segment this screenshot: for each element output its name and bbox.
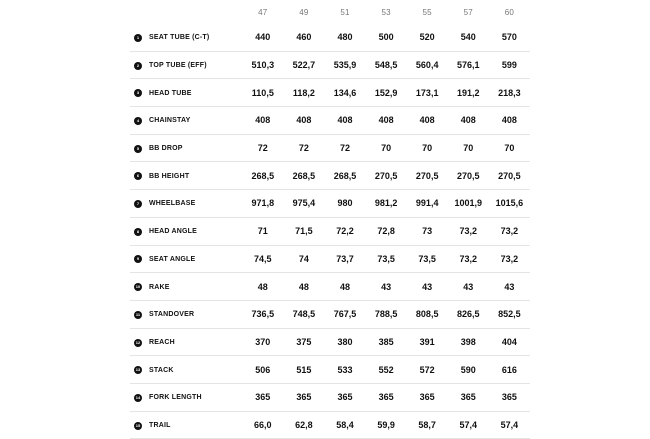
value-cell: 576,1 <box>448 51 489 79</box>
row-number-badge: 1 <box>134 34 142 42</box>
value-cell: 981,2 <box>366 190 407 218</box>
row-label-cell <box>130 134 242 162</box>
value-cell: 570 <box>489 24 530 51</box>
value-cell: 510,3 <box>242 51 283 79</box>
table-row <box>130 356 530 384</box>
value-cell: 515 <box>283 356 324 384</box>
row-number-badge: 2 <box>134 62 142 70</box>
value-cell: 788,5 <box>366 300 407 328</box>
value-cell: 540 <box>448 24 489 51</box>
table-row <box>130 51 530 79</box>
value-cell: 57,4 <box>448 411 489 439</box>
value-cell: 270,5 <box>489 162 530 190</box>
row-label-cell <box>130 245 242 273</box>
value-cell: 73,5 <box>407 245 448 273</box>
value-cell: 408 <box>283 107 324 135</box>
value-cell: 522,7 <box>283 51 324 79</box>
value-cell: 380 <box>324 328 365 356</box>
row-label-cell <box>130 24 242 51</box>
row-label-cell <box>130 273 242 301</box>
value-cell: 408 <box>448 107 489 135</box>
value-cell: 391 <box>407 328 448 356</box>
value-cell: 365 <box>407 383 448 411</box>
row-number-badge: 5 <box>134 145 142 153</box>
value-cell: 408 <box>324 107 365 135</box>
row-number-badge: 3 <box>134 89 142 97</box>
table-row <box>130 411 530 439</box>
value-cell: 270,5 <box>448 162 489 190</box>
value-cell: 74,5 <box>242 245 283 273</box>
table-row <box>130 217 530 245</box>
value-cell: 548,5 <box>366 51 407 79</box>
size-header: 53 <box>381 7 391 17</box>
value-cell: 71,5 <box>283 217 324 245</box>
value-cell: 70 <box>366 134 407 162</box>
row-number-badge: 13 <box>135 367 141 373</box>
value-cell: 560,4 <box>407 51 448 79</box>
value-cell: 991,4 <box>407 190 448 218</box>
value-cell: 1015,6 <box>489 190 530 218</box>
geometry-table-body <box>130 24 530 439</box>
value-cell: 826,5 <box>448 300 489 328</box>
row-number-badge: 9 <box>134 255 142 263</box>
value-cell: 72 <box>242 134 283 162</box>
value-cell: 736,5 <box>242 300 283 328</box>
value-cell: 59,9 <box>366 411 407 439</box>
value-cell: 72,8 <box>366 217 407 245</box>
row-label-cell <box>130 328 242 356</box>
value-cell: 152,9 <box>366 79 407 107</box>
value-cell: 73,2 <box>448 245 489 273</box>
value-cell: 767,5 <box>324 300 365 328</box>
row-number-badge: 8 <box>134 228 142 236</box>
row-label: BB HEIGHT <box>149 172 190 180</box>
value-cell: 58,4 <box>324 411 365 439</box>
value-cell: 852,5 <box>489 300 530 328</box>
value-cell: 404 <box>489 328 530 356</box>
value-cell: 134,6 <box>324 79 365 107</box>
row-label-cell <box>130 356 242 384</box>
row-number-badge: 14 <box>135 394 141 400</box>
value-cell: 1001,9 <box>448 190 489 218</box>
row-label: TRAIL <box>149 422 171 430</box>
value-cell: 72 <box>324 134 365 162</box>
value-cell: 375 <box>283 328 324 356</box>
table-row <box>130 24 530 51</box>
row-label-cell <box>130 300 242 328</box>
row-label-cell <box>130 217 242 245</box>
value-cell: 70 <box>448 134 489 162</box>
row-label: TOP TUBE (EFF) <box>149 62 207 70</box>
table-row <box>130 273 530 301</box>
value-cell: 173,1 <box>407 79 448 107</box>
value-cell: 73 <box>407 217 448 245</box>
value-cell: 506 <box>242 356 283 384</box>
row-label-cell <box>130 411 242 439</box>
value-cell: 118,2 <box>283 79 324 107</box>
value-cell: 57,4 <box>489 411 530 439</box>
value-cell: 48 <box>283 273 324 301</box>
value-cell: 980 <box>324 190 365 218</box>
row-label: SEAT TUBE (C-T) <box>149 34 210 42</box>
value-cell: 590 <box>448 356 489 384</box>
row-label: STACK <box>149 366 174 374</box>
value-cell: 191,2 <box>448 79 489 107</box>
row-label-cell <box>130 51 242 79</box>
value-cell: 408 <box>242 107 283 135</box>
value-cell: 71 <box>242 217 283 245</box>
value-cell: 365 <box>448 383 489 411</box>
value-cell: 73,5 <box>366 245 407 273</box>
row-label: HEAD TUBE <box>149 89 192 97</box>
size-header: 57 <box>463 7 473 17</box>
value-cell: 110,5 <box>242 79 283 107</box>
value-cell: 572 <box>407 356 448 384</box>
row-number-badge: 4 <box>134 117 142 125</box>
row-label: WHEELBASE <box>149 200 196 208</box>
value-cell: 616 <box>489 356 530 384</box>
value-cell: 72 <box>283 134 324 162</box>
row-number-badge: 10 <box>135 284 141 290</box>
value-cell: 971,8 <box>242 190 283 218</box>
value-cell: 73,2 <box>448 217 489 245</box>
value-cell: 408 <box>489 107 530 135</box>
value-cell: 70 <box>407 134 448 162</box>
row-label-cell <box>130 190 242 218</box>
value-cell: 218,3 <box>489 79 530 107</box>
value-cell: 48 <box>242 273 283 301</box>
row-label-cell <box>130 79 242 107</box>
size-header: 60 <box>504 7 515 17</box>
value-cell: 74 <box>283 245 324 273</box>
size-header: 47 <box>258 7 268 17</box>
value-cell: 43 <box>489 273 530 301</box>
row-label: SEAT ANGLE <box>149 255 196 263</box>
row-label-cell <box>130 107 242 135</box>
value-cell: 552 <box>366 356 407 384</box>
size-header: 49 <box>299 7 309 17</box>
value-cell: 370 <box>242 328 283 356</box>
row-number-badge: 12 <box>135 339 141 345</box>
table-row <box>130 300 530 328</box>
row-label: CHAINSTAY <box>149 117 191 125</box>
value-cell: 500 <box>366 24 407 51</box>
row-label-cell <box>130 383 242 411</box>
value-cell: 72,2 <box>324 217 365 245</box>
row-label: REACH <box>149 339 175 347</box>
row-number-badge: 11 <box>135 311 141 317</box>
value-cell: 70 <box>489 134 530 162</box>
table-row <box>130 134 530 162</box>
row-label: FORK LENGTH <box>149 394 202 402</box>
value-cell: 533 <box>324 356 365 384</box>
value-cell: 43 <box>366 273 407 301</box>
table-row <box>130 245 530 273</box>
value-cell: 365 <box>283 383 324 411</box>
row-number-badge: 15 <box>135 422 141 428</box>
row-label: STANDOVER <box>149 311 195 319</box>
value-cell: 599 <box>489 51 530 79</box>
value-cell: 748,5 <box>283 300 324 328</box>
value-cell: 270,5 <box>366 162 407 190</box>
value-cell: 365 <box>324 383 365 411</box>
value-cell: 408 <box>366 107 407 135</box>
row-label: RAKE <box>149 283 170 291</box>
value-cell: 520 <box>407 24 448 51</box>
value-cell: 408 <box>407 107 448 135</box>
geometry-table <box>130 0 530 439</box>
value-cell: 62,8 <box>283 411 324 439</box>
size-header: 55 <box>422 7 432 17</box>
size-header: 51 <box>340 7 350 17</box>
value-cell: 43 <box>407 273 448 301</box>
value-cell: 73,2 <box>489 245 530 273</box>
value-cell: 808,5 <box>407 300 448 328</box>
value-cell: 975,4 <box>283 190 324 218</box>
table-row <box>130 107 530 135</box>
row-label-cell <box>130 162 242 190</box>
value-cell: 365 <box>366 383 407 411</box>
value-cell: 460 <box>283 24 324 51</box>
table-row <box>130 383 530 411</box>
value-cell: 365 <box>242 383 283 411</box>
size-header-row <box>130 0 530 24</box>
value-cell: 43 <box>448 273 489 301</box>
value-cell: 268,5 <box>283 162 324 190</box>
row-number-badge: 6 <box>134 172 142 180</box>
table-row <box>130 328 530 356</box>
value-cell: 73,7 <box>324 245 365 273</box>
value-cell: 385 <box>366 328 407 356</box>
table-row <box>130 162 530 190</box>
value-cell: 66,0 <box>242 411 283 439</box>
value-cell: 48 <box>324 273 365 301</box>
value-cell: 268,5 <box>324 162 365 190</box>
table-row <box>130 79 530 107</box>
value-cell: 440 <box>242 24 283 51</box>
row-number-badge: 7 <box>134 200 142 208</box>
value-cell: 398 <box>448 328 489 356</box>
value-cell: 535,9 <box>324 51 365 79</box>
row-label: BB DROP <box>149 145 183 153</box>
value-cell: 270,5 <box>407 162 448 190</box>
value-cell: 268,5 <box>242 162 283 190</box>
value-cell: 365 <box>489 383 530 411</box>
value-cell: 73,2 <box>489 217 530 245</box>
value-cell: 58,7 <box>407 411 448 439</box>
table-row <box>130 190 530 218</box>
header-label-cell <box>130 0 242 24</box>
row-label: HEAD ANGLE <box>149 228 198 236</box>
value-cell: 480 <box>324 24 365 51</box>
